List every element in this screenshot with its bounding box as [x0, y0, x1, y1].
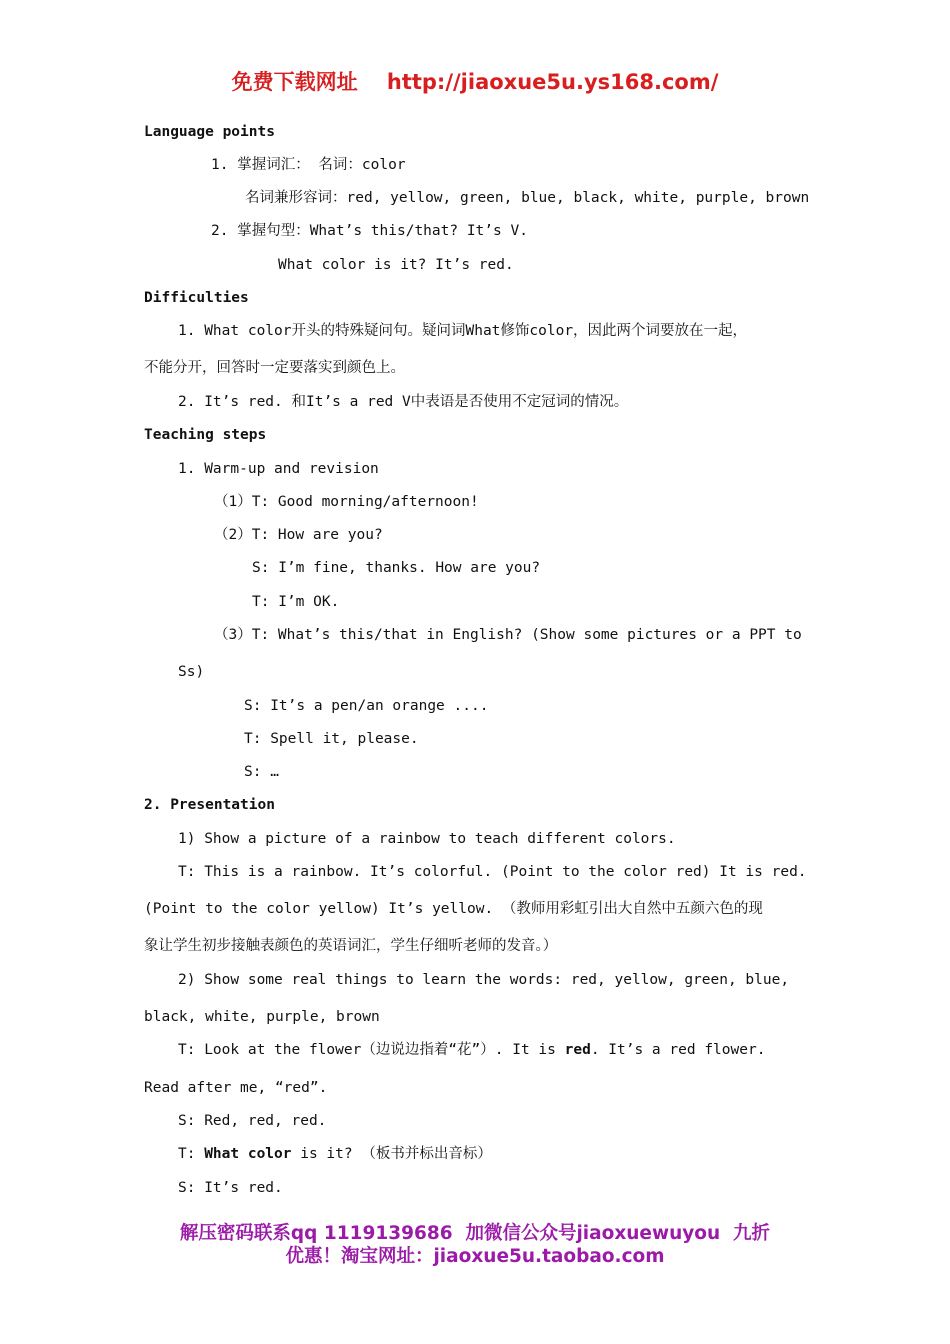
warmup-2-s: S: I’m fine, thanks. How are you?: [252, 560, 541, 576]
header-label: 免费下载网址: [231, 70, 358, 94]
sentence-pattern: 2. 掌握句型：What’s this/that? It’s V.: [211, 223, 528, 239]
warmup-1: （1）T: Good morning/afternoon!: [214, 494, 479, 510]
difficulty-1-cont: 不能分开，回答时一定要落实到颜色上。: [144, 360, 405, 376]
footer-line-2: 优惠！淘宝网址：jiaoxue5u.taobao.com: [285, 1246, 665, 1267]
warmup-2-t: T: I’m OK.: [252, 594, 340, 610]
presentation-2-s2: S: It’s red.: [178, 1180, 283, 1196]
heading-presentation: 2. Presentation: [144, 797, 275, 813]
vocab-adjectives: 名词兼形容词：red, yellow, green, blue, black, white, purple, brown: [245, 190, 810, 206]
flower-text-after: . It’s a red flower.: [590, 1042, 766, 1058]
heading-language-points: Language points: [144, 124, 275, 140]
heading-difficulties: Difficulties: [144, 290, 249, 306]
difficulty-1: 1. What color开头的特殊疑问句。疑问词What修饰color，因此两个词要放在一起，: [178, 323, 748, 339]
warmup-3-cont: Ss): [178, 664, 205, 680]
difficulty-2: 2. It’s red. 和It’s a red V中表语是否使用不定冠词的情况。: [178, 394, 629, 410]
heading-teaching-steps: Teaching steps: [144, 427, 267, 443]
presentation-2-read: Read after me, “red”.: [144, 1080, 328, 1096]
presentation-1-cont2: 象让学生初步接触表颜色的英语词汇，学生仔细听老师的发音。）: [144, 938, 558, 954]
warmup-3-s2: S: …: [244, 764, 279, 780]
presentation-1-t: T: This is a rainbow. It’s colorful. (Point to the color red) It is red.: [178, 864, 807, 880]
flower-text-before: T: Look at the flower（边说边指着“花”）. It is: [178, 1042, 565, 1058]
warmup-3: （3）T: What’s this/that in English? (Show some pictures or a PPT to: [214, 627, 802, 643]
color-text-after: is it? （板书并标出音标）: [291, 1146, 492, 1162]
presentation-2-cont: black, white, purple, brown: [144, 1009, 380, 1025]
presentation-2-t2: [178, 1146, 492, 1163]
footer-line-1: 解压密码联系qq 1119139686 加微信公众号jiaoxuewuyou 九折: [179, 1223, 771, 1244]
step-warmup: 1. Warm-up and revision: [178, 461, 379, 477]
presentation-2-t: [178, 1042, 765, 1059]
sentence-pattern-example: What color is it? It’s red.: [278, 257, 514, 273]
warmup-3-t: T: Spell it, please.: [244, 731, 419, 747]
presentation-2: 2) Show some real things to learn the words: red, yellow, green, blue,: [178, 972, 790, 988]
presentation-1: 1) Show a picture of a rainbow to teach different colors.: [178, 831, 676, 847]
warmup-2: （2）T: How are you?: [214, 527, 383, 543]
vocab-nouns: 1. 掌握词汇： 名词：color: [211, 157, 406, 173]
flower-text-bold: red: [564, 1042, 591, 1058]
color-text-bold: What color: [204, 1146, 292, 1162]
color-text-before: T:: [178, 1146, 205, 1162]
warmup-3-s: S: It’s a pen/an orange ....: [244, 698, 489, 714]
header-banner: [0, 66, 950, 96]
presentation-1-cont: (Point to the color yellow) It’s yellow. （教师用彩虹引出大自然中五颜六色的现: [144, 901, 763, 917]
header-url[interactable]: http://jiaoxue5u.ys168.com/: [386, 70, 719, 94]
presentation-2-s: S: Red, red, red.: [178, 1113, 327, 1129]
